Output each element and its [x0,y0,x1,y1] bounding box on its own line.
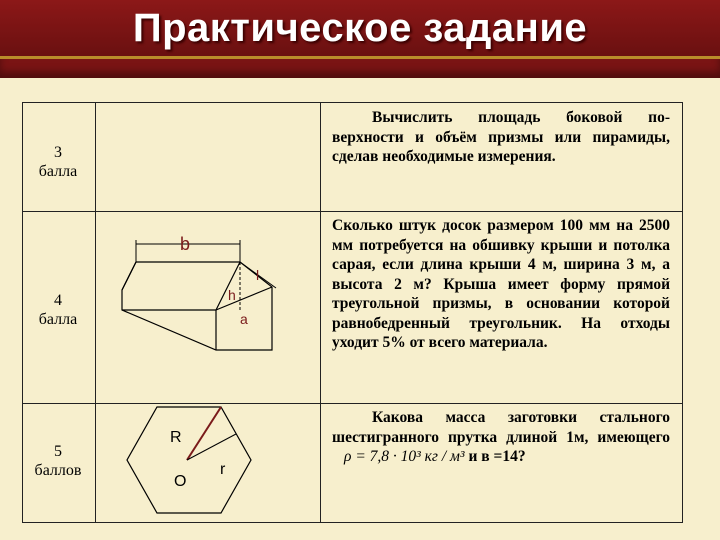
task-text-row2 [332,216,670,353]
points-word: балла [38,163,78,180]
table-bottom-border [22,522,683,523]
task-text-row3 [332,408,670,467]
barn-prism-figure [104,222,294,392]
task-prefix: Какова масса заготовки стального шестигранного прутка длиной 1м, имеющего [332,409,670,446]
page-title: Практическое задание [132,6,588,50]
label-a: a [240,311,248,327]
points-number: 5 [54,443,62,460]
column-divider [320,102,321,522]
task-suffix: и в =14? [468,448,526,465]
task-text [332,408,670,467]
points-word: балла [38,311,78,328]
label-O: O [174,473,187,490]
label-b: b [180,234,191,254]
radius-R-line [187,407,221,460]
density-formula: ρ = 7,8 · 10³ кг / м³ [344,448,465,465]
points-cell-row2 [18,291,98,329]
hexagon-figure [124,404,254,516]
row-divider [22,403,683,404]
points-number: 3 [54,144,62,161]
task-text-row1 [332,108,670,167]
label-r: r [220,461,226,478]
points-word: баллов [34,462,82,479]
table-top-border [22,102,683,103]
label-h: h [228,287,236,303]
label-R: R [170,429,182,446]
table-right-border [682,102,683,522]
barn-edge [122,262,136,290]
barn-front-face [122,262,272,350]
label-l: l [256,267,260,283]
points-number: 4 [54,292,62,309]
row-divider [22,211,683,212]
title-bar [0,0,720,78]
task-text: Вычислить площадь боковой по-верхности и объём призмы или пирамиды, сделав необходимые измерения. [332,109,670,165]
points-cell-row3 [18,442,98,480]
task-text: Сколько штук досок размером 100 мм на 2500 мм потребуется на обшивку крыши и потолка сарая, если длина крыши 4 м, ширина 3 м, а высота 2 м? Крыша имеет форму прямой треугольной призмы, в основании которой равнобедренный треугольник. На отходы уходит 5% от всего материала. [332,217,670,351]
hexagon-outline [127,407,251,513]
points-cell-row1 [18,143,98,181]
barn-edge [216,287,272,310]
